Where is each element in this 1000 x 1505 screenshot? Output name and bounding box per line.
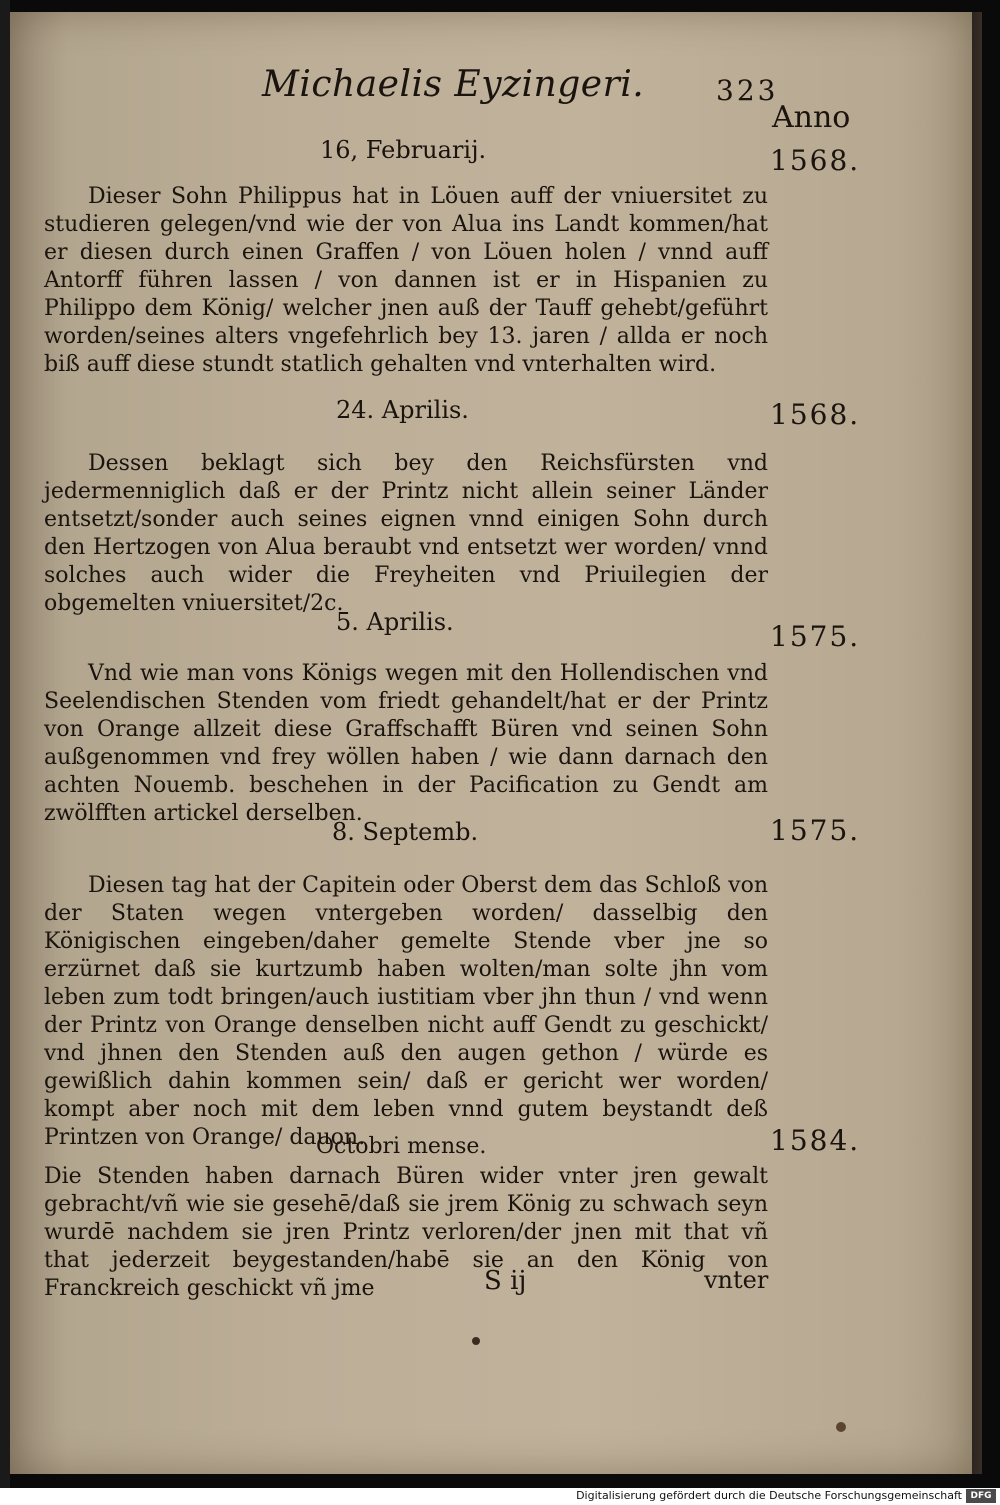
running-title: Michaelis Eyzingeri. (262, 64, 645, 105)
margin-year: 1575. (770, 814, 861, 847)
entry-text: Dessen beklagt sich bey den Reichsfürsten vnd jedermenniglich daß er der Printz nicht allein seiner Länder entsetzt/sonder auch seines eignen vnnd einigen Sohn durch den Hertzogen von Alua beraubt vnd entsetzt wer worden/ vnnd solches auch wider die Freyheiten vnd Priuilegien der obgemelten vniuersitet/2c. (44, 451, 768, 616)
entry-date-heading: 8. Septemb. (332, 818, 479, 846)
entry-text: Diesen tag hat der Capitein oder Oberst dem das Schloß von der Staten wegen vntergeben worden/ dasselbig den Königischen eingeben/daher gemelte Stende vber jne so erzürnet daß sie kurtzumb haben wolten/man solte jhn vom leben zum todt bringen/auch iustitiam vber jhn thun / vnd wenn der Printz von Orange denselben nicht auff Gendt zu geschickt/ vnd jhnen den Stenden auß den augen gethon / würde es gewißlich dahin kommen sein/ daß er gericht wer worden/ kompt aber noch mit dem leben vnnd gutem beystandt deß Printzen von Orange/ dauon. (44, 873, 768, 1150)
entry-paragraph (44, 872, 768, 1152)
margin-anno-label: Anno (772, 100, 851, 135)
margin-year: 1568. (770, 144, 861, 177)
entry-text: Dieser Sohn Philippus hat in Löuen auff der vniuersitet zu studieren gelegen/vnd wie der von Alua ins Landt kommen/hat er diesen durch einen Graffen / von Löuen holen / vnnd auff Antorff führen lassen / von dannen ist er in Hispanien zu Philippo dem König/ welcher jnen auß der Tauff gehebt/geführt worden/seines alters vngefehrlich bey 13. jaren / allda er noch biß auff diese stundt statlich gehalten vnd vnterhalten wird. (44, 184, 768, 377)
signature-mark: S ij (484, 1266, 527, 1296)
entry-paragraph (44, 1163, 768, 1303)
footer-credit: Digitalisierung gefördert durch die Deutsche Forschungsgemeinschaft (576, 1489, 962, 1502)
margin-year: 1575. (770, 620, 861, 653)
paper-stain (836, 1422, 846, 1432)
page-edge-shadow (972, 12, 982, 1474)
entry-text: Die Stenden haben darnach Büren wider vnter jren gewalt gebracht/vñ wie sie gesehē/daß sie jrem König zu schwach seyn wurdē nachdem sie jren Printz verloren/der jnen mit that vñ that jederzeit beygestanden/habē sie an den König von Franckreich geschickt vñ jme (44, 1164, 768, 1301)
ink-spot (472, 1337, 480, 1345)
entry-date-heading: 16, Februarij. (320, 136, 487, 164)
entry-text: Vnd wie man vons Königs wegen mit den Hollendischen vnd Seelendischen Stenden vom friedt gehandelt/hat er der Printz von Orange allzeit diese Graffschafft Büren vnd seinen Sohn außgenommen vnd frey wöllen haben / wie dann darnach den achten Nouemb. beschehen in der Pacification zu Gendt am zwölfften artickel derselben. (44, 661, 768, 826)
dfg-logo-icon: DFG (966, 1489, 996, 1503)
book-spine (0, 0, 10, 1488)
entry-date-heading: 24. Aprilis. (336, 396, 469, 424)
catchword: vnter (704, 1266, 769, 1294)
page-number: 323 (716, 74, 779, 107)
entry-paragraph (44, 660, 768, 828)
entry-date-heading: 5. Aprilis. (336, 608, 454, 636)
entry-date-heading: Octobri mense. (316, 1134, 487, 1159)
margin-year: 1568. (770, 398, 861, 431)
entry-paragraph (44, 183, 768, 379)
entry-paragraph (44, 450, 768, 618)
margin-year: 1584. (770, 1124, 861, 1157)
